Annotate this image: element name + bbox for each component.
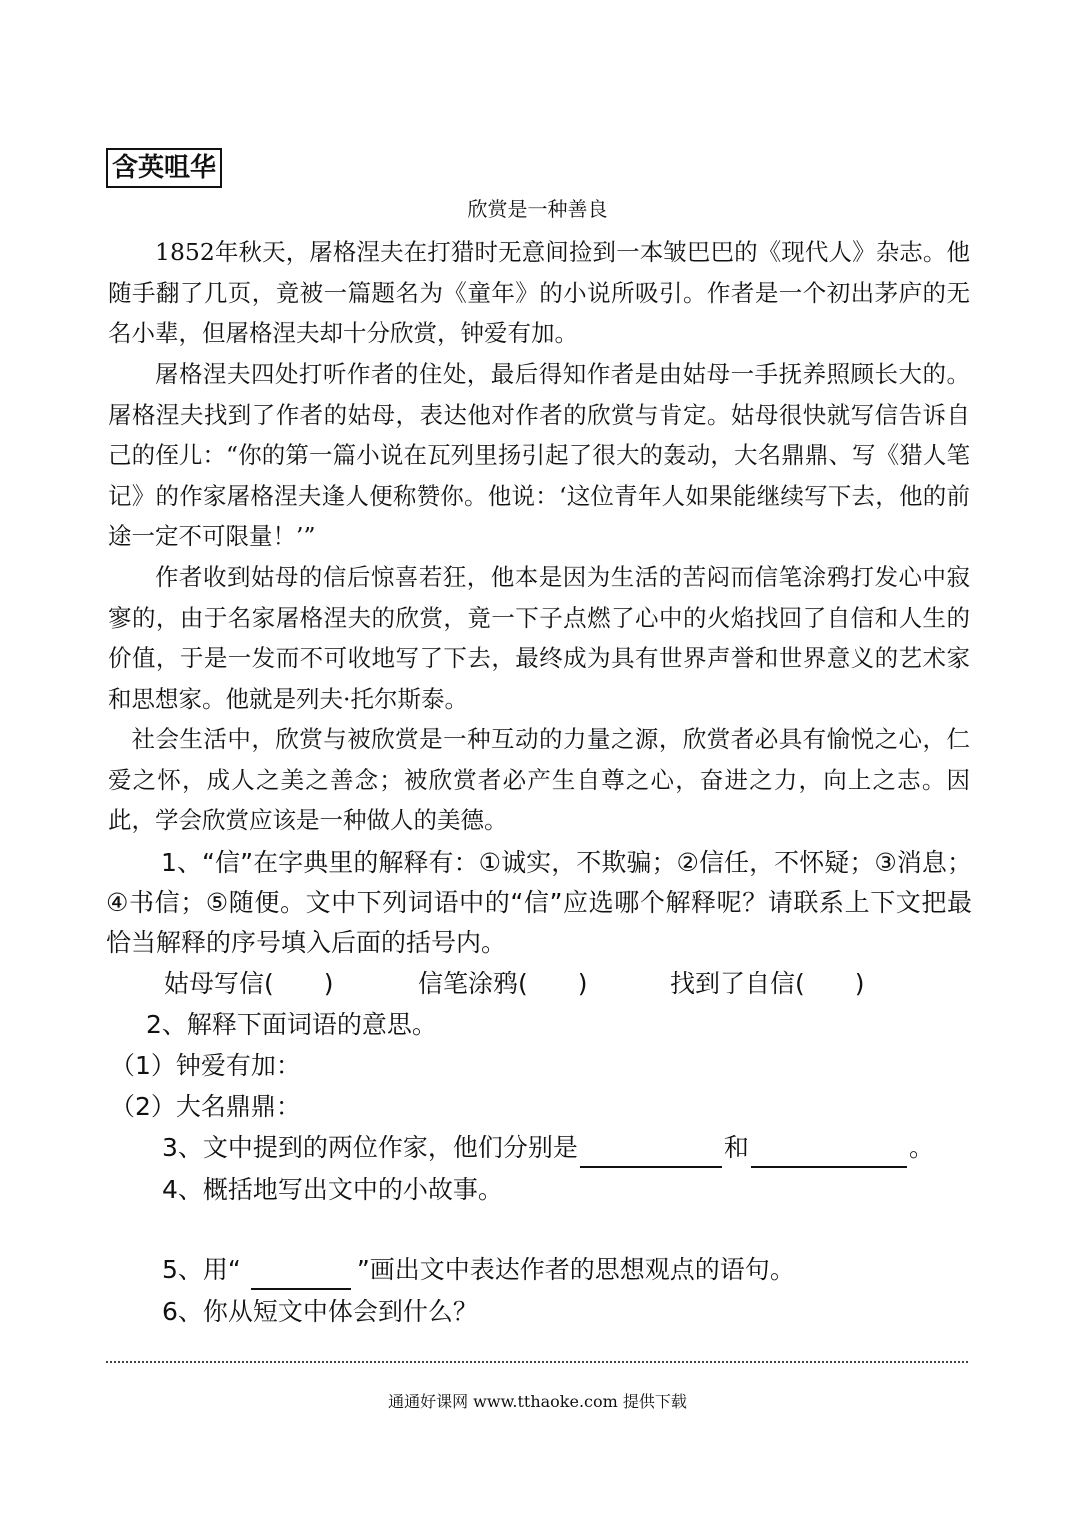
- article-paragraph-2: 屠格涅夫四处打听作者的住处，最后得知作者是由姑母一手抚养照顾长大的。屠格涅夫找到了作者的姑母，表达他对作者的欣赏与肯定。姑母很快就写信告诉自己的侄儿：“你的第一篇小说在瓦列里扬引起了很大的轰动，大名鼎鼎、写《猎人笔记》的作家屠格涅夫逢人便称赞你。他说：‘这位青年人如果能继续写下去，他的前途一定不可限量！’”: [108, 360, 970, 550]
- question-1-item-1: 姑母写信( ): [164, 969, 334, 998]
- article-title: 欣赏是一种善良: [467, 197, 608, 221]
- article-paragraph-4: 社会生活中，欣赏与被欣赏是一种互动的力量之源，欣赏者必具有愉悦之心，仁爱之怀，成人之美之善念；被欣赏者必产生自尊之心，奋进之力，向上之志。因此，学会欣赏应该是一种做人的美德。: [108, 725, 970, 834]
- question-1-item-3: 找到了自信( ): [670, 969, 865, 998]
- question-5-suffix: ”画出文中表达作者的思想观点的语句。: [356, 1255, 795, 1284]
- article-paragraph-3: 作者收到姑母的信后惊喜若狂，他本是因为生活的苦闷而信笔涂鸦打发心中寂寥的，由于名家屠格涅夫的欣赏，竟一下子点燃了心中的火焰找回了自信和人生的价值，于是一发而不可收地写了下去，最终成为具有世界声誉和世界意义的艺术家和思想家。他就是列夫·托尔斯泰。: [108, 563, 970, 713]
- question-5-prefix: 5、用“: [162, 1255, 241, 1284]
- question-3-suffix: 。: [908, 1133, 934, 1162]
- footer-divider: [106, 1361, 968, 1363]
- question-5: [162, 1250, 795, 1290]
- question-2-item-1: （1）钟爱有加：: [110, 1051, 301, 1080]
- question-6: 6、你从短文中体会到什么？: [162, 1297, 478, 1326]
- question-4: 4、概括地写出文中的小故事。: [162, 1175, 503, 1204]
- question-3-prefix: 3、文中提到的两位作家，他们分别是: [162, 1133, 578, 1162]
- question-2: 2、解释下面词语的意思。: [146, 1010, 437, 1039]
- section-label: 含英咀华: [106, 148, 222, 188]
- question-3-middle: 和: [723, 1133, 749, 1162]
- footer-text: 通通好课网 www.tthaoke.com 提供下载: [388, 1392, 687, 1411]
- question-2-item-2: （2）大名鼎鼎：: [110, 1092, 301, 1121]
- question-1: 1、“信”在字典里的解释有：①诚实，不欺骗；②信任，不怀疑；③消息；④书信；⑤随便。文中下列词语中的“信”应选哪个解释呢？请联系上下文把最恰当解释的序号填入后面的括号内。: [106, 848, 972, 957]
- article-paragraph-1: 1852年秋天，屠格涅夫在打猎时无意间捡到一本皱巴巴的《现代人》杂志。他随手翻了几页，竟被一篇题名为《童年》的小说所吸引。作者是一个初出茅庐的无名小辈，但屠格涅夫却十分欣赏，钟爱有加。: [108, 238, 970, 347]
- answer-blank-1[interactable]: [580, 1138, 722, 1168]
- underline-sample: [251, 1260, 351, 1290]
- answer-blank-2[interactable]: [751, 1138, 907, 1168]
- question-3: [162, 1128, 934, 1168]
- question-1-item-2: 信笔涂鸦( ): [418, 969, 588, 998]
